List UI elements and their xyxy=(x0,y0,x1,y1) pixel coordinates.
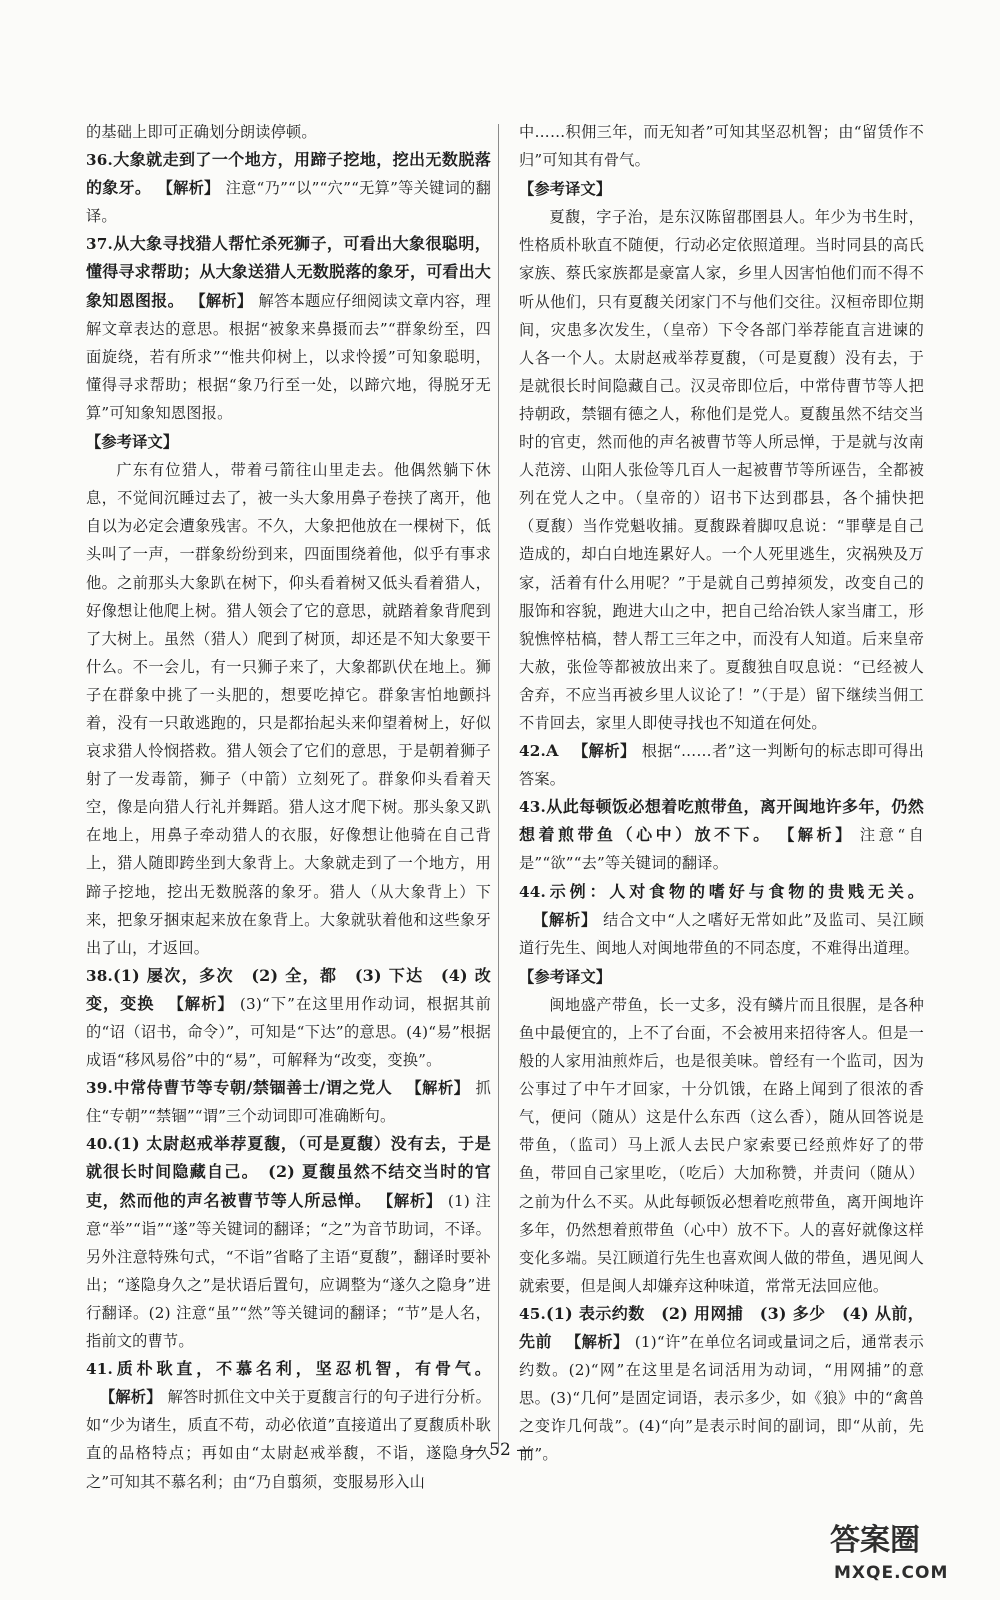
question-38 xyxy=(86,962,491,1074)
question-number: 40. xyxy=(86,1135,114,1154)
analysis-text: 抓住“专朝”“禁锢”“谓”三个动词即可准确断句。 xyxy=(86,1079,491,1126)
intro-text: 的基础上即可正确划分朗读停顿。 xyxy=(86,123,317,141)
analysis-text: 解答时抓住文中关于夏馥言行的句子进行分析。如“少为诸生，质直不苟，动必依道”直接道出了夏馥质朴耿直的品格特点；再如由“太尉赵戒举馥，不诣，遂隐身久之”可知其不慕名利；由“乃自翦须，变服易形入山 xyxy=(86,1388,491,1491)
analysis-tag: 【解析】 xyxy=(168,994,234,1013)
reference-translation-heading: 【参考译文】 xyxy=(519,180,612,199)
question-number: 38. xyxy=(86,966,114,985)
reference-translation-text: 闽地盛产带鱼，长一丈多，没有鳞片而且很腥，是各种鱼中最便宜的，上不了台面，不会被用来招待客人。但是一般的人家用油煎炸后，也是很美味。曾经有一个监司，因为公事过了中午才回家，十分饥饿，在路上闻到了很浓的香气，便问（随从）这是什么东西（这么香），随从回答说是带鱼，（监司）马上派人去民户家索要已经煎炸好了的带鱼，带回自己家里吃，（吃后）大加称赞，并责问（随从）之前为什么不买。从此每顿饭必想着吃煎带鱼，离开闽地许多年，仍然想着煎带鱼（心中）放不下。人的喜好就像这样变化多端。吴江顾道行先生也喜欢闽人做的带鱼，遇见闽人就索要，但是闽人却嫌弃这种味道，常常无法回应他。 xyxy=(519,995,924,1295)
analysis-tag: 【解析】 xyxy=(786,826,854,845)
left-column xyxy=(86,118,491,1496)
question-44 xyxy=(519,878,924,962)
question-41-continued: 中……积佣三年，而无知者”可知其坚忍机智；由“留赁作不归”可知其有骨气。 xyxy=(519,123,924,170)
question-36 xyxy=(86,146,491,230)
question-number: 44. xyxy=(519,882,547,901)
question-43 xyxy=(519,793,924,877)
question-number: 36. xyxy=(86,151,114,170)
analysis-text: (1) 注意“举”“诣”“遂”等关键词的翻译；“之”为音节助词，不译。另外注意特殊句式，“不诣”省略了主语“夏馥”，翻译时要补出；“遂隐身久之”是状语后置句，应调整为“遂久之隐身”进行翻译。(2) 注意“虽”“然”等关键词的翻译；“节”是人名，指前文的曹节。 xyxy=(86,1191,491,1351)
analysis-text: 结合文中“人之嗜好无常如此”及监司、吴江顾道行先生、闽地人对闽地带鱼的不同态度，不难得出道理。 xyxy=(519,910,924,957)
reference-translation-text: 夏馥，字子治，是东汉陈留郡圉县人。年少为书生时，性格质朴耿直不随便，行动必定依照道理。当时同县的高氏家族、蔡氏家族都是豪富人家，乡里人因害怕他们而不得不听从他们，只有夏馥关闭家门不与他们交往。汉桓帝即位期间，灾患多次发生，（皇帝）下令各部门举荐能直言进谏的人各一个人。太尉赵戒举荐夏馥，（可是夏馥）没有去，于是就很长时间隐藏自己。汉灵帝即位后，中常侍曹节等人把持朝政，禁锢有德之人，称他们是党人。夏馥虽然不结交当时的官吏，然而他的声名被曹节等人所忌惮，于是就与汝南人范滂、山阳人张俭等几百人一起被曹节等所诬告，全都被列在党人之中。（皇帝的）诏书下达到郡县，各个捕快把（夏馥）当作党魁收捕。夏馥跺着脚叹息说：“罪孽是自己造成的，却白白地连累好人。一个人死里逃生，灾祸殃及万家，活着有什么用呢？”于是就自己剪掉须发，改变自己的服饰和容貌，跑进大山之中，把自己给冶铁人家当庸工，形貌憔悴枯槁，替人帮工三年之中，而没有人知道。后来皇帝大赦，张俭等都被放出来了。夏馥独自叹息说：“已经被人舍弃，不应当再被乡里人议论了！”（于是）留下继续当佣工不肯回去，家里人即使寻找也不知道在何处。 xyxy=(519,208,924,732)
reference-translation-heading: 【参考译文】 xyxy=(86,433,179,452)
answer-text: 从大象寻找猎人帮忙杀死狮子，可看出大象很聪明，懂得寻求帮助；从大象送猎人无数脱落的象牙，可看出大象知恩图报。 xyxy=(86,234,492,310)
question-number: 42. xyxy=(519,742,547,761)
column-divider xyxy=(498,124,499,1449)
watermark-logo xyxy=(826,1514,976,1586)
analysis-tag: 【解析】 xyxy=(100,1388,162,1407)
question-number: 43. xyxy=(519,798,547,817)
analysis-text: 注意“乃”“以”“穴”“无算”等关键词的翻译。 xyxy=(86,179,491,226)
analysis-tag: 【解析】 xyxy=(165,179,220,198)
reference-translation-heading: 【参考译文】 xyxy=(519,967,612,986)
answer-text: (1) 表示约数 (2) 用网捕 (3) 多少 (4) 从前，先前 xyxy=(519,1303,924,1352)
question-number: 45. xyxy=(519,1304,547,1323)
question-37 xyxy=(86,230,491,427)
watermark-main-text: 答案圈 xyxy=(830,1523,920,1558)
analysis-text: (3)“下”在这里用作动词，根据其前的“诏（诏书，命令）”，可知是“下达”的意思。(4)“易”根据成语“移风易俗”中的“易”，可解释为“改变，变换”。 xyxy=(86,994,491,1070)
answer-text: 质朴耿直，不慕名利，坚忍机智，有骨气。 xyxy=(113,1359,491,1379)
question-40 xyxy=(86,1130,491,1355)
analysis-tag: 【解析】 xyxy=(533,910,598,929)
analysis-tag: 【解析】 xyxy=(572,742,636,761)
page-number: — 52 — xyxy=(466,1440,534,1460)
analysis-text: 解答本题应仔细阅读文章内容，理解文章表达的意思。根据“被象来鼻摄而去”“群象纷至，四面旋绕，若有所求”“惟共仰树上，以求怜援”可知象聪明，懂得寻求帮助；根据“象乃行至一处，以蹄穴地，得脱牙无算”可知象知恩图报。 xyxy=(86,291,492,422)
answer-text: 示例：人对食物的嗜好与食物的贵贱无关。 xyxy=(546,881,924,901)
answer-text: 大象就走到了一个地方，用蹄子挖地，挖出无数脱落的象牙。 xyxy=(86,150,491,198)
answer-text: (1) 屡次，多次 (2) 全，都 (3) 下达 (4) 改变，变换 xyxy=(86,965,491,1013)
watermark-sub-text: MXQE.COM xyxy=(834,1563,949,1583)
analysis-text: (1)“许”在单位名词或量词之后，通常表示约数。(2)“网”在这里是名词活用为动词，“用网捕”的意思。(3)“几何”是固定词语，表示多少，如《狼》中的“禽兽之变诈几何哉”。(4)“向”是表示时间的副词，即“从前，先前”。 xyxy=(519,1333,924,1464)
right-column xyxy=(519,118,924,1469)
question-number: 41. xyxy=(86,1360,114,1379)
question-number: 39. xyxy=(86,1079,114,1098)
analysis-tag: 【解析】 xyxy=(566,1333,629,1352)
reference-translation-text: 广东有位猎人，带着弓箭往山里走去。他偶然躺下休息，不觉间沉睡过去了，被一头大象用鼻子卷挟了离开，他自以为必定会遭象残害。不久，大象把他放在一棵树下，低头叫了一声，一群象纷纷到来，四面围绕着他，似乎有事求他。之前那头大象趴在树下，仰头看着树又低头看着猎人，好像想让他爬上树。猎人领会了它的意思，就踏着象背爬到了大树上。虽然（猎人）爬到了树顶，却还是不知大象要干什么。不一会儿，有一只狮子来了，大象都趴伏在地上。狮子在群象中挑了一头肥的，想要吃掉它。群象害怕地颤抖着，没有一只敢逃跑的，只是都抬起头来仰望着树上，好似哀求猎人怜悯搭救。猎人领会了它们的意思，于是朝着狮子射了一发毒箭，狮子（中箭）立刻死了。群象仰头看着天空，像是向猎人行礼并舞蹈。猎人这才爬下树。那头象又趴在地上，用鼻子牵动猎人的衣服，好像想让他骑在自己背上，猎人随即跨坐到大象背上。大象就走到了一个地方，用蹄子挖地，挖出无数脱落的象牙。猎人（从大象背上）下来，把象牙捆束起来放在象背上。大象就驮着他和这些象牙出了山，才返回。 xyxy=(86,461,491,957)
question-number: 37. xyxy=(86,235,114,254)
analysis-tag: 【解析】 xyxy=(385,1191,442,1210)
analysis-text: 注意“自是”“欲”“去”等关键词的翻译。 xyxy=(519,826,924,873)
question-39 xyxy=(86,1074,491,1130)
answer-text: (1) 太尉赵戒举荐夏馥，（可是夏馥）没有去，于是就很长时间隐藏自己。 (2) 夏馥虽然不结交当时的官吏，然而他的声名被曹节等人所忌惮。 xyxy=(86,1134,491,1210)
question-41 xyxy=(86,1355,491,1495)
analysis-text: 根据“……者”这一判断句的标志即可得出答案。 xyxy=(519,742,924,789)
question-42 xyxy=(519,737,924,793)
analysis-tag: 【解析】 xyxy=(197,291,253,310)
answer-text: 从此每顿饭必想着吃煎带鱼，离开闽地许多年，仍然想着煎带鱼（心中）放不下。 xyxy=(519,797,924,845)
answer-text: A xyxy=(546,741,559,761)
analysis-tag: 【解析】 xyxy=(406,1079,470,1098)
answer-text: 中常侍曹节等专朝/禁锢善士/谓之党人 xyxy=(113,1078,393,1098)
